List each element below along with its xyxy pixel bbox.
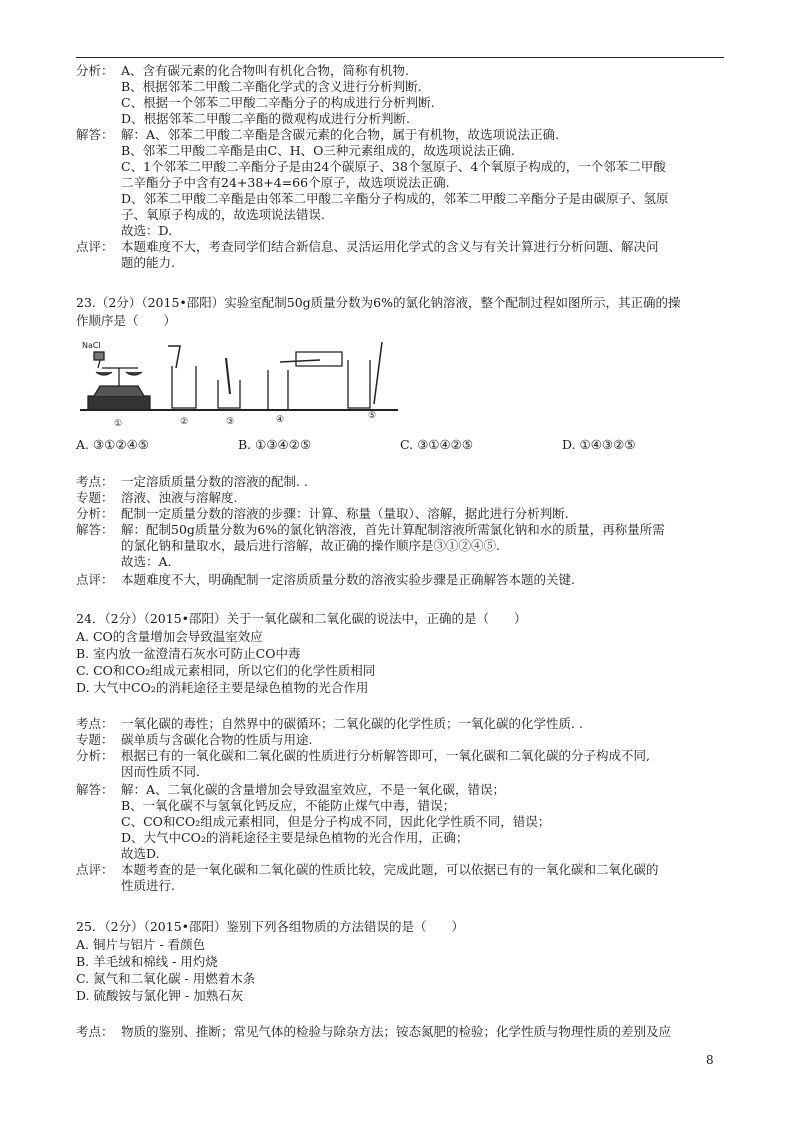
analysis-label: 分析：: [76, 506, 114, 521]
text-line: 故选：D.: [121, 223, 173, 238]
analysis-label: 分析：: [76, 63, 114, 78]
text-line: 一氧化碳的毒性；自然界中的碳循环；二氧化碳的化学性质；一氧化碳的化学性质. .: [121, 716, 583, 731]
text-line: 本题考查的是一氧化碳和二氧化碳的性质比较，完成此题，可以依据已有的一氧化碳和二氧化碳的: [121, 862, 659, 877]
text-line: 因而性质不同.: [121, 764, 200, 779]
keypoint-label: 考点：: [76, 716, 114, 731]
option-d: D. 大气中CO₂的消耗途径主要是绿色植物的光合作用: [76, 680, 369, 695]
text-line: 解：配制50g质量分数为6%的氯化钠溶液，首先计算配制溶液所需氯化钠和水的质量，再称量所需: [121, 522, 665, 537]
comment-label: 点评：: [76, 239, 114, 254]
choice-d: D. ①④③②⑤: [562, 437, 636, 452]
comment-label: 点评：: [76, 862, 114, 877]
text-line: B、一氧化碳不与氢氧化钙反应，不能防止煤气中毒，错误；: [121, 798, 456, 813]
option-a: A. CO的含量增加会导致温室效应: [76, 629, 263, 644]
text-line: 物质的鉴别、推断；常见气体的检验与除杂方法；铵态氮肥的检验；化学性质与物理性质的差别及应: [121, 1024, 672, 1039]
figure-num: ①: [114, 419, 123, 429]
text-line: 溶液、浊液与溶解度.: [121, 490, 238, 505]
text-line: 二辛酯分子中含有24+38+4=66个原子，故选项说法正确.: [121, 175, 450, 190]
keypoint-label: 考点：: [76, 1024, 114, 1039]
question-23-stem: 23.（2分）（2015•邵阳）实验室配制50g质量分数为6%的氯化钠溶液，整个配制过程如图所示，其正确的操: [76, 295, 681, 310]
text-line: 配制一定质量分数的溶液的步骤：计算、称量（量取）、溶解，据此进行分析判断.: [121, 506, 569, 521]
text-line: 本题难度不大，考查同学们结合新信息、灵活运用化学式的含义与有关计算进行分析问题、解决问: [121, 239, 659, 254]
text-line: 子、氧原子构成的，故选项说法错误.: [121, 207, 325, 222]
analysis-label: 分析：: [76, 748, 114, 763]
text-line: 解：A、邻苯二甲酸二辛酯是含碳元素的化合物，属于有机物，故选项说法正确.: [121, 127, 560, 142]
text-line: 根据已有的一氧化碳和二氧化碳的性质进行分析解答即可，一氧化碳和二氧化碳的分子构成不同,: [121, 748, 650, 763]
text-line: 的氯化钠和量取水，最后进行溶解，故正确的操作顺序是③①②④⑤.: [121, 538, 500, 553]
option-b: B. 室内放一盆澄清石灰水可防止CO中毒: [76, 646, 301, 661]
text-line: 碳单质与含碳化合物的性质与用途.: [121, 732, 313, 747]
text-line: D、大气中CO₂的消耗途径主要是绿色植物的光合作用，正确；: [121, 830, 469, 845]
text-line: B、根据邻苯二甲酸二辛酯化学式的含义进行分析判断.: [121, 79, 422, 94]
text-line: A、含有碳元素的化合物叫有机化合物，简称有机物.: [121, 63, 410, 78]
text-line: C、根据一个邻苯二甲酸二辛酯分子的构成进行分析判断.: [121, 95, 435, 110]
choice-c: C. ③①④②⑤: [400, 437, 474, 452]
option-c: C. CO和CO₂组成元素相同，所以它们的化学性质相同: [76, 663, 376, 678]
keypoint-label: 考点：: [76, 474, 114, 489]
text-line: D、根据邻苯二甲酸二辛酯的微观构成进行分析判断.: [121, 111, 410, 126]
text-line: 性质进行.: [121, 878, 175, 893]
question-24-stem: 24．（2分）（2015•邵阳）关于一氧化碳和二氧化碳的说法中，正确的是（ ）: [76, 611, 527, 626]
text-line: B、邻苯二甲酸二辛酯是由C、H、O三种元素组成的，故选项说法正确.: [121, 143, 515, 158]
choice-b: B. ①③④②⑤: [238, 437, 312, 452]
text-line: 本题难度不大，明确配制一定溶质质量分数的溶液实验步骤是正确解答本题的关键.: [121, 572, 575, 587]
header-rule: [76, 57, 724, 58]
text-line: 题的能力.: [121, 255, 175, 270]
text-line: C、CO和CO₂组成元素相同，但是分子构成不同，因此化学性质不同，错误；: [121, 814, 551, 829]
choice-a: A. ③①②④⑤: [76, 437, 150, 452]
figure-num: ②: [180, 417, 189, 427]
answer-label: 解答：: [76, 522, 114, 537]
question-25-stem: 25．（2分）（2015•邵阳）鉴别下列各组物质的方法错误的是（ ）: [76, 919, 465, 934]
nacl-label: NaCl: [82, 341, 101, 350]
page-number: 8: [706, 1053, 714, 1067]
text-line: 故选：A.: [121, 554, 172, 569]
comment-label: 点评：: [76, 572, 114, 587]
topic-label: 专题：: [76, 732, 114, 747]
figure-num: ④: [276, 415, 285, 425]
option-a: A. 铜片与铝片 - 看颜色: [76, 937, 206, 952]
solution-preparation-figure: [80, 338, 400, 430]
figure-num: ⑤: [368, 411, 377, 421]
text-line: C、1个邻苯二甲酸二辛酯分子是由24个碳原子、38个氢原子、4个氧原子构成的，一个邻苯二甲酸: [121, 159, 666, 174]
option-b: B. 羊毛绒和棉线 - 用灼烧: [76, 954, 218, 969]
option-d: D. 硫酸铵与氯化钾 - 加熟石灰: [76, 988, 244, 1003]
text-line: 故选D.: [121, 846, 160, 861]
question-23-stem: 作顺序是（ ）: [76, 313, 177, 328]
answer-label: 解答：: [76, 127, 114, 142]
text-line: 一定溶质质量分数的溶液的配制. .: [121, 474, 308, 489]
answer-label: 解答：: [76, 782, 114, 797]
option-c: C. 氮气和二氧化碳 - 用燃着木条: [76, 971, 256, 986]
text-line: D、邻苯二甲酸二辛酯是由邻苯二甲酸二辛酯分子构成的，邻苯二甲酸二辛酯分子是由碳原子、氢原: [121, 191, 669, 206]
text-line: 解：A、二氧化碳的含量增加会导致温室效应，不是一氧化碳，错误；: [121, 782, 506, 797]
topic-label: 专题：: [76, 490, 114, 505]
figure-num: ③: [226, 417, 235, 427]
